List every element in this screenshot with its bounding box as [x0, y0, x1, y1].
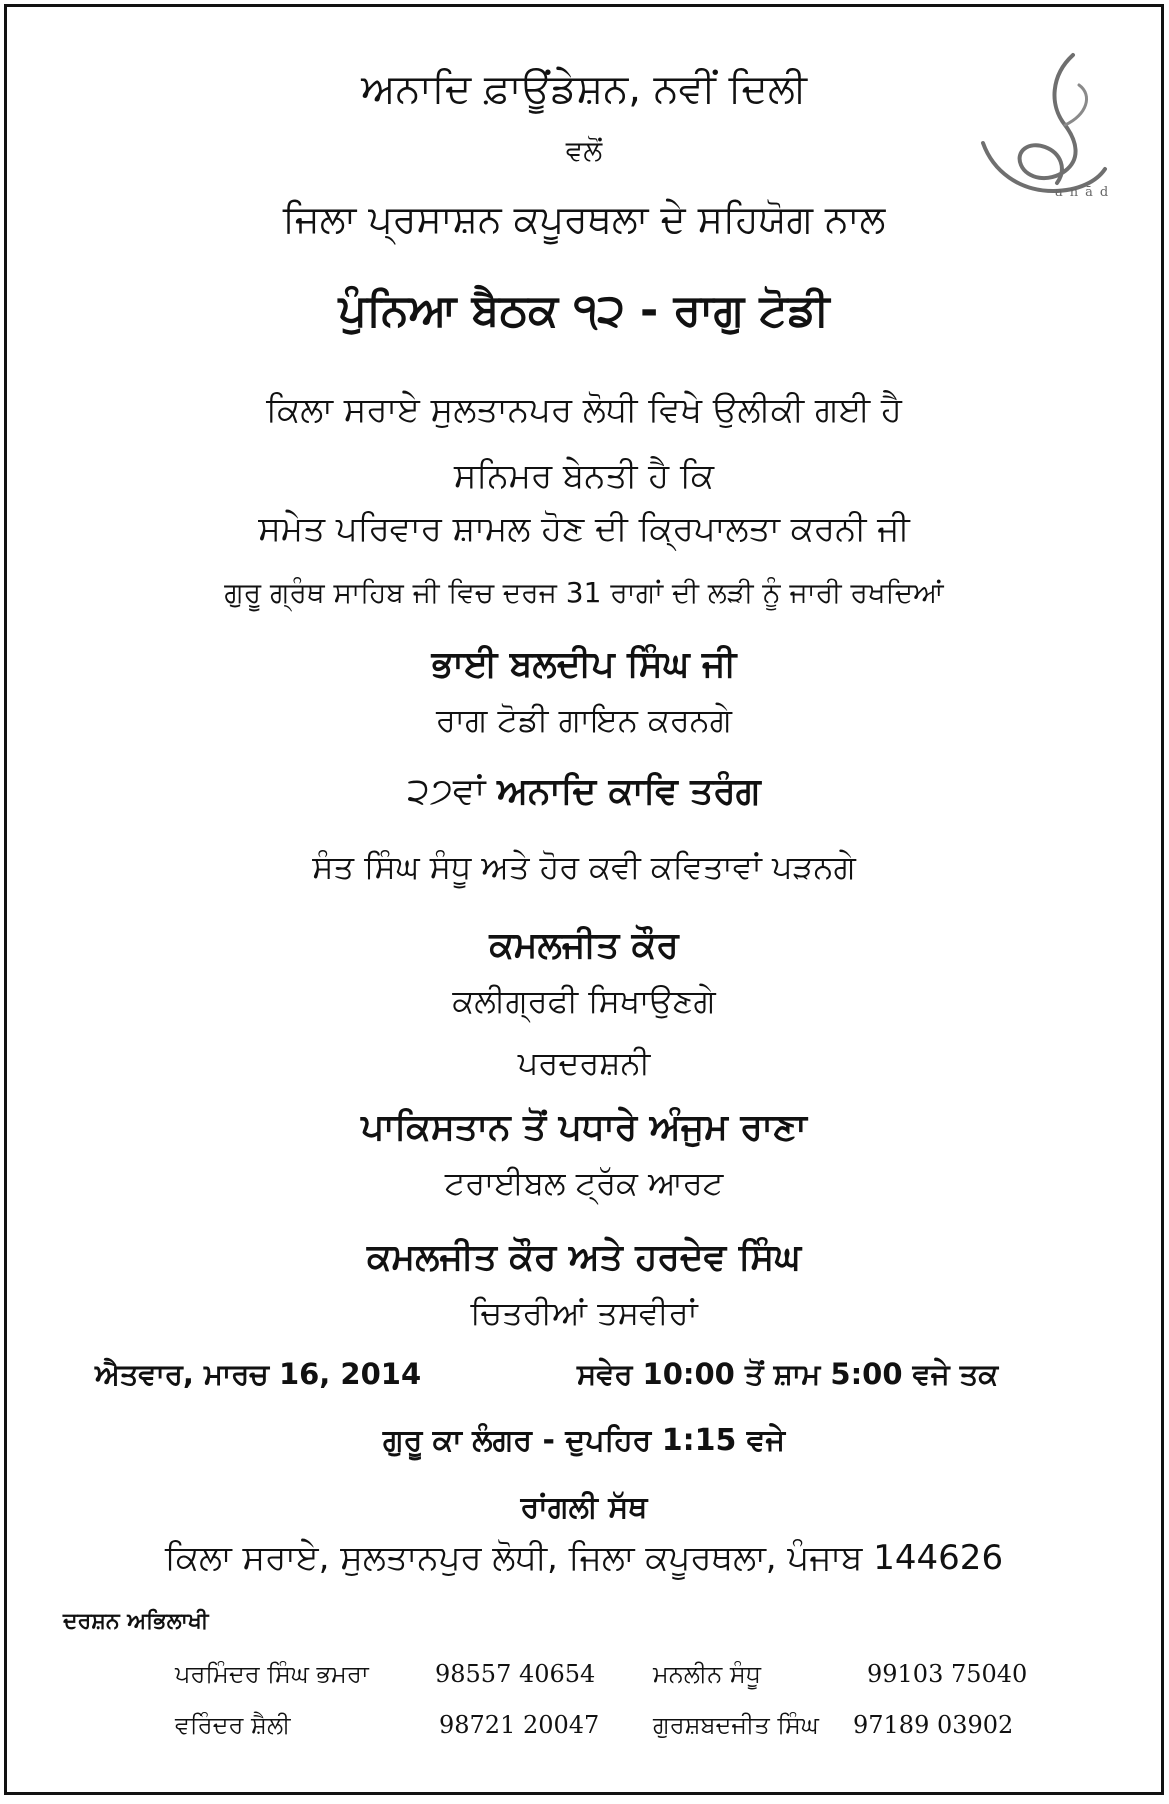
singer-description: ਰਾਗ ਟੋਡੀ ਗਾਇਨ ਕਰਨਗੇ	[436, 701, 732, 739]
artist-name: ਪਾਕਿਸਤਾਨ ਤੋਂ ਪਧਾਰੇ ਅੰਜੁਮ ਰਾਣਾ	[361, 1107, 807, 1148]
contact-name: ਮਨਲੀਨ ਸੰਧੂ	[653, 1660, 761, 1688]
invitation-card	[4, 4, 1164, 1795]
singer-name: ਭਾਈ ਬਲਦੀਪ ਸਿੰਘ ਜੀ	[431, 644, 737, 685]
event-time: ਸਵੇਰ 10:00 ਤੋਂ ਸ਼ਾਮ 5:00 ਵਜੇ ਤਕ	[577, 1357, 999, 1391]
calligrapher-name: ਕਮਲਜੀਤ ਕੌਰ	[489, 925, 679, 966]
kavi-tarang-number: ੨੭ਵਾਂ	[407, 771, 486, 812]
contact-name: ਗੁਰਸ਼ਬਦਜੀਤ ਸਿੰਘ	[653, 1711, 819, 1739]
exhibition-label: ਪਰਦਰਸ਼ਨੀ	[517, 1044, 651, 1082]
artist-description: ਟਰਾਈਬਲ ਟ੍ਰੱਕ ਆਰਟ	[444, 1164, 724, 1202]
contact-phone: 98721 20047	[439, 1711, 600, 1739]
collaboration-line: ਜਿਲਾ ਪ੍ਰਸਾਸ਼ਨ ਕਪੂਰਥਲਾ ਦੇ ਸਹਿਯੋਗ ਨਾਲ	[282, 197, 886, 241]
event-title: ਪੁੰਨਿਆ ਬੈਠਕ ੧੨ - ਰਾਗੁ ਟੋਡੀ	[338, 285, 830, 336]
family-invite-line: ਸਮੇਤ ਪਰਿਵਾਰ ਸ਼ਾਮਲ ਹੋਣ ਦੀ ਕ੍ਰਿਪਾਲਤਾ ਕਰਨੀ ਜੀ	[258, 509, 910, 549]
from-label: ਵਲੋਂ	[565, 134, 603, 167]
raag-series-line: ਗੁਰੂ ਗ੍ਰੰਥ ਸਾਹਿਬ ਜੀ ਵਿਚ ਦਰਜ 31 ਰਾਗਾਂ ਦੀ ਲੜੀ ਨੂੰ ਜਾਰੀ ਰਖਦਿਆਂ	[224, 576, 944, 609]
venue-address: ਕਿਲਾ ਸਰਾਏ, ਸੁਲਤਾਨਪੁਰ ਲੋਧੀ, ਜਿਲਾ ਕਪੂਰਥਲਾ, ਪੰਜਾਬ 144626	[164, 1538, 1004, 1578]
contact-phone: 98557 40654	[435, 1660, 596, 1688]
event-date: ਐਤਵਾਰ, ਮਾਰਚ 16, 2014	[95, 1357, 422, 1391]
contacts-heading: ਦਰਸ਼ਨ ਅਭਿਲਾਖੀ	[63, 1609, 209, 1634]
painters-names: ਕਮਲਜੀਤ ਕੌਰ ਅਤੇ ਹਰਦੇਵ ਸਿੰਘ	[366, 1237, 802, 1278]
contact-phone: 97189 03902	[853, 1711, 1014, 1739]
contact-name: ਵਰਿੰਦਰ ਸ਼ੈਲੀ	[175, 1711, 291, 1739]
sangat-label: ਰਾਂਗਲੀ ਸੱਥ	[520, 1490, 648, 1525]
venue-description: ਕਿਲਾ ਸਰਾਏ ਸੁਲਤਾਨਪਰ ਲੋਧੀ ਵਿਖੇ ਉਲੀਕੀ ਗਈ ਹੈ	[266, 390, 902, 430]
kavi-tarang-line	[7, 771, 1161, 812]
langar-time: ਗੁਰੂ ਕਾ ਲੰਗਰ - ਦੁਪਹਿਰ 1:15 ਵਜੇ	[382, 1423, 786, 1458]
calligraphy-description: ਕਲੀਗ੍ਰਫੀ ਸਿਖਾਉਣਗੇ	[452, 982, 716, 1020]
organization-name: ਅਨਾਦਿ ਫ਼ਾਊਂਡੇਸ਼ਨ, ਨਵੀਂ ਦਿਲੀ	[361, 66, 807, 112]
contact-phone: 99103 75040	[867, 1660, 1028, 1688]
anad-logo-icon	[969, 45, 1109, 195]
poets-line: ਸੰਤ ਸਿੰਘ ਸੰਧੂ ਅਤੇ ਹੋਰ ਕਵੀ ਕਵਿਤਾਵਾਂ ਪੜਨਗੇ	[312, 848, 856, 886]
kavi-tarang-title: ਅਨਾਦਿ ਕਾਵਿ ਤਰੰਗ	[497, 771, 761, 812]
request-line: ਸਨਿਮਰ ਬੇਨਤੀ ਹੈ ਕਿ	[453, 456, 715, 496]
contact-name: ਪਰਮਿੰਦਰ ਸਿੰਘ ਭਮਰਾ	[175, 1660, 369, 1688]
painters-description: ਚਿਤਰੀਆਂ ਤਸਵੀਰਾਂ	[470, 1294, 698, 1332]
logo-wordmark: anād	[1055, 185, 1116, 200]
